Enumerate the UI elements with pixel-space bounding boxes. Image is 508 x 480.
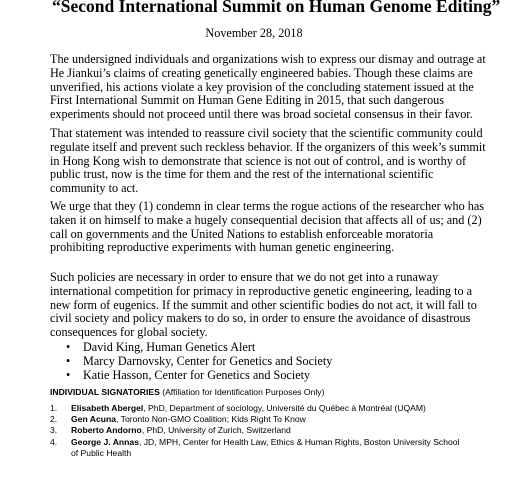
signatories-heading-note: (Affiliation for Identification Purposes Only): [159, 387, 325, 397]
signatory-text: [71, 437, 495, 459]
bullet-icon: •: [66, 340, 71, 354]
paragraph-2: [50, 127, 490, 196]
paragraph-line: consequences for global society.: [50, 325, 208, 340]
organization-text: Marcy Darnovsky, Center for Genetics and Society: [83, 353, 333, 368]
paragraph-line: regulate itself and prevent such reckless behavior. If the organizers of this week’s summit: [50, 139, 486, 154]
organization-item: [66, 341, 466, 355]
paragraph-line: That statement was intended to reassure civil society that the scientific community could: [50, 126, 483, 140]
organization-list: [66, 341, 466, 382]
signatory-name: Gen Acuna: [71, 414, 117, 425]
signatory-name: George J. Annas: [71, 436, 139, 447]
signatory-text: [71, 403, 495, 414]
signatory-number: 2.: [50, 414, 58, 425]
paragraph-line: First International Summit on Human Gene Editing in 2015, that such dangerous: [50, 93, 445, 108]
signatory-name: Elisabeth Abergel: [71, 403, 144, 413]
paragraph-line: international competition for primacy in reproductive genetic engineering, leading to a: [50, 283, 473, 298]
signatory-affiliation-continued: of Public Health: [71, 447, 132, 458]
signatories-heading-label: INDIVIDUAL SIGNATORIES: [50, 387, 160, 397]
signatory-affiliation: , PhD, University of Zurich, Switzerland: [141, 425, 291, 436]
paragraph-4: [50, 271, 490, 340]
signatory-name: Roberto Andorno: [71, 425, 142, 436]
signatory-affiliation: , Toronto Non-GMO Coalition; Kids Right To Know: [116, 414, 306, 425]
signatory-text: [71, 425, 495, 436]
signatory-line: [71, 414, 495, 425]
paragraph-line: new form of eugenics. If the summit and other scientific bodies do not act, it will fall to: [50, 297, 477, 312]
signatory-item: [50, 437, 495, 459]
signatory-item: [50, 425, 495, 436]
paragraph-line: The undersigned individuals and organizations wish to express our dismay and outrage at: [50, 52, 486, 66]
paragraph-line: unverified, his actions violate a key provision of the concluding statement issued at the: [50, 79, 474, 94]
organization-item: [66, 355, 466, 369]
signatory-item: [50, 403, 495, 414]
signatories-heading: [50, 387, 324, 398]
bullet-icon: •: [66, 353, 71, 368]
organization-item: [66, 369, 466, 383]
signatory-line: [71, 403, 495, 414]
signatory-line: [71, 437, 495, 448]
paragraph-line: prohibiting reproductive experiments with human genetic engineering.: [50, 240, 395, 255]
document-title: “Second International Summit on Human Genome Editing”: [52, 0, 501, 16]
signatory-affiliation: , JD, MPH, Center for Health Law, Ethics & Human Rights, Boston University School: [138, 436, 460, 447]
signatory-number: 4.: [50, 436, 58, 447]
paragraph-line: community to act.: [50, 181, 139, 196]
paragraph-1: [50, 53, 490, 122]
paragraph-line: taken it on himself to make a hugely consequential decision that affects all of us; and (2): [50, 212, 482, 227]
signatory-affiliation: , PhD, Department of sociology, Université du Québec à Montréal (UQAM): [143, 403, 426, 413]
signatory-line: [71, 425, 495, 436]
bullet-icon: •: [66, 367, 71, 382]
signatory-number: 3.: [50, 425, 58, 436]
paragraph-line: He Jiankui’s claims of creating genetically engineered babies. Though these claims are: [50, 65, 473, 80]
paragraph-line: We urge that they (1) condemn in clear terms the rogue actions of the researcher who has: [50, 199, 484, 213]
paragraph-3: [50, 200, 490, 255]
organization-text: David King, Human Genetics Alert: [83, 340, 256, 354]
paragraph-line: Such policies are necessary in order to ensure that we do not get into a runaway: [50, 270, 439, 284]
paragraph-line: civil society and policy makers to do so, in order to ensure the avoidance of disastrous: [50, 311, 471, 326]
signatory-item: [50, 414, 495, 425]
paragraph-line: public trust, now is the time for them and the rest of the international scientific: [50, 167, 434, 182]
organization-text: Katie Hasson, Center for Genetics and Society: [83, 367, 311, 382]
paragraph-line: in Hong Kong wish to demonstrate that science is not out of control, and is worthy of: [50, 153, 466, 168]
signatories-list: [50, 403, 495, 459]
document-date: November 28, 2018: [205, 26, 303, 40]
signatory-number: 1.: [50, 403, 58, 413]
signatory-text: [71, 414, 495, 425]
paragraph-line: experiments should not proceed until there was broad societal consensus in their favor.: [50, 107, 473, 122]
paragraph-line: call on governments and the United Nations to establish enforceable moratoria: [50, 226, 434, 241]
